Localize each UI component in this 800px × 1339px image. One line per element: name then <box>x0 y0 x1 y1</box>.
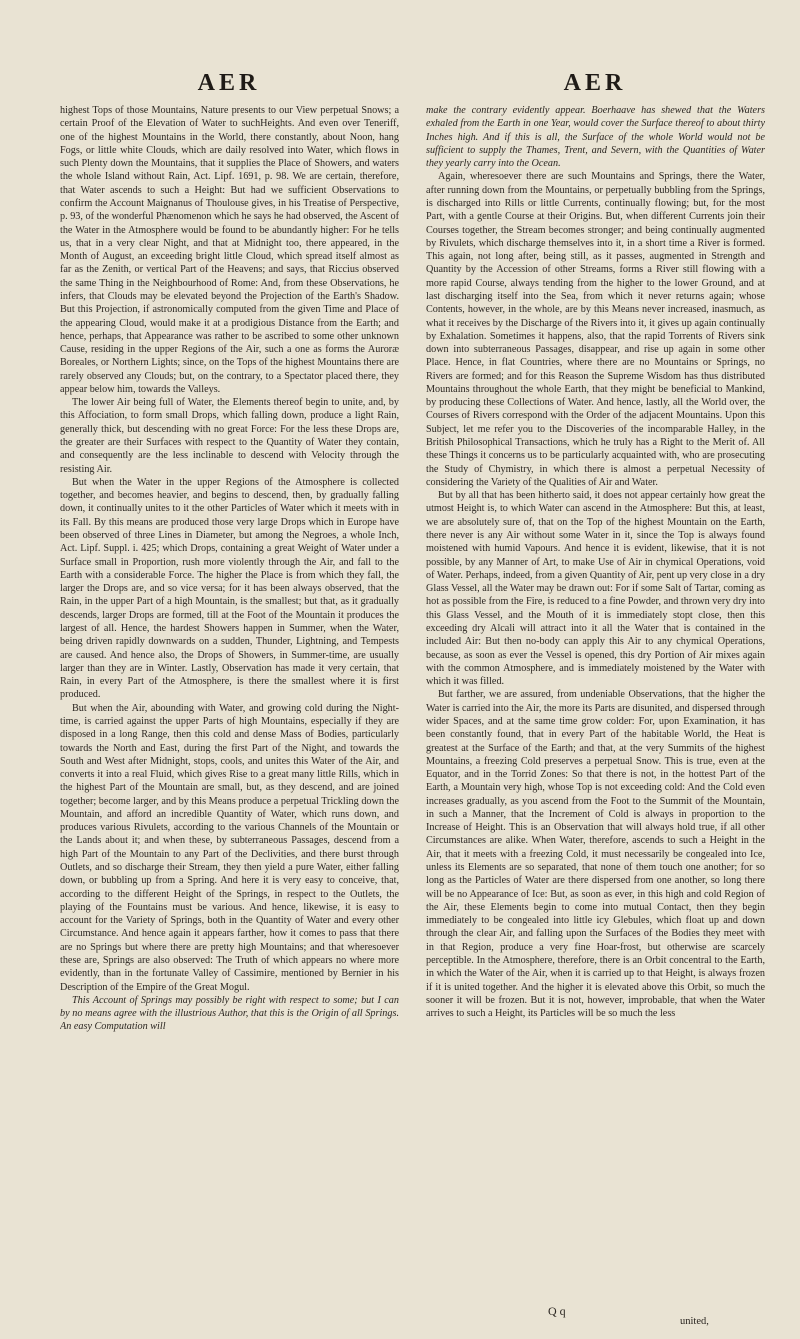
signature-mark: Q q <box>548 1304 566 1318</box>
paragraph: This Account of Springs may possibly be right with respect to some; but I can by no means agree with the illustrious Author, that this is the Origin of all Springs. An easy Computation will <box>60 994 399 1033</box>
left-column <box>60 104 399 1294</box>
running-headers <box>60 70 764 96</box>
catchword: united, <box>680 1316 709 1327</box>
paragraph: highest Tops of those Mountains, Nature presents to our View perpetual Snows; a certain Proof of the Elevation of Water to suchHeights. And even over Teneriff, one of the highest Mountains in the World, there constantly, about Noon, hang Fogs, or little white Clouds, which are daily resolved into Water, which flows in such Plenty down the Mountains, that it supplies the Place of Showers, and waters the whole Island without Rain, Act. Lipf. 1691, p. 98. We are certain, therefore, that Water ascends to such a Height: But had we sufficient Observations to confirm the Account Maignanus of Thoulouse gives, in his Treatise of Perspective, p. 93, of the wonderful Phænomenon which he says he had observed, the Ascent of the Water in the Atmosphere would be found to be abundantly higher: For he tells us, that in a very clear Night, and that at Midnight too, there appeared, in the Month of August, an exceeding bright little Cloud, which spread itself almost as far as the Zenith, or vertical Part of the Heavens; and says, that Riccius observed the same Thing in the Neighbourhood of Rome: And, from these Observations, he infers, that Clouds may be elevated beyond the Projection of the Earth's Shadow. But this Projection, if astronomically computed from the given Time and Place of the appearing Cloud, would make it at a prodigious Distance from the Earth; and hence, perhaps, that Appearance was rather to be ascribed to some other unknown Cause, residing in the upper Regions of the Air, such a one as forms the Auroræ Boreales, or Northern Lights; since, on the Tops of the highest Mountains there are rarely observed any Clouds; but, on the contrary, to a Spectator placed there, they appear below him, towards the Valleys. <box>60 105 399 395</box>
paragraph: The lower Air being full of Water, the Elements thereof begin to unite, and, by this Affociation, to form small Drops, which falling down, produce a light Rain, generally thick, but descending with no great Force: For the less these Drops are, the greater are their Surfaces with respect to the Quantity of Water they contain, and consequently are the less inclinable to descend with Velocity through the resisting Air. <box>60 397 399 475</box>
running-head-right: AER <box>563 70 627 96</box>
paragraph: Again, wheresoever there are such Mountains and Springs, there the Water, after running down from the Mountains, or perpetually bubbling from the Springs, is discharged into Rills or little Currents, continually flowing; but, for the most Part, with a gentle Course at their Origins. But, when different Currents join their Courses together, the Stream becomes stronger; and being continually augmented by Rivulets, which discharge themselves into it, in a short time a River is formed. This again, not long after, being still, as it passes, augmented in Strength and Quantity by the Accession of other Streams, forms a River still flowing with a more rapid Course, always tending from the higher to the lower Ground, and at last discharging itself into the Sea, from which it never returns again; whose Contents, however, in the whole, are by this Means never increased, inasmuch, as what it receives by the Discharge of the Rivers into it, it gives up again continually by Exhalation. Sometimes it happens, also, that the rapid Torrents of Rivers sink down into subterraneous Passages, disappear, and rise up again in some other Place. Hence, in flat Countries, where there are no Mountains or Springs, no Rivers are formed; and for this Reason the Supreme Wisdom has thus distributed Mountains throughout the whole Earth, that they might be beneficial to Mankind, by producing these Collections of Water. And hence, lastly, all the World over, the Courses of Rivers correspond with the Order of the adjacent Mountains. Upon this Subject, let me refer you to the Discoveries of the incomparable Halley, in the British Philosophical Transactions, which he truly has a Right to the Merit of. All these Things it concerns us to be particularly acquainted with, who are prosecuting the Study of Chymistry, in which there is almost a perpetual Necessity of considering the Variety of the Qualities of Air and Water. <box>426 171 765 488</box>
paragraph: But when the Air, abounding with Water, and growing cold during the Night-time, is carried against the upper Parts of high Mountains, especially if they are disposed in a long Range, then this cold and dense Mass of Bodies, particularly towards the North and East, during the first Part of the Night, and towards the South and West after Midnight, stops, cools, and unites this Water of the Air, and converts it into a real Fluid, which gives Rise to a great many little Rills, which in the highest Part of the Mountain are small, but, as they descend, and are joined together; become larger, and by this Means produce a perpetual Trickling down the Mountain, and afford an incredible Quantity of Water, which runs down, and produces various Rivulets, according to the various Channels of the Mountain or the Lands about it; and when these, by subterraneous Passages, descend from a high Part of the Mountain to any Part of the Declivities, and there burst through Outlets, and so discharge their Stream, they then yield a pure Water, either falling down, or bubbling up from a Spring. And here it is very easy to conceive, that, according to the different Height of the Springs, in respect to the Outlets, the playing of the Fountains must be various. And hence, likewise, it is easy to account for the Variety of Springs, both in the Quantity of Water and every other Circumstance. And hence again it appears farther, how it comes to pass that there are no Springs but where there are pretty high Mountains; and that wheresoever these are, Springs are also observed: The Truth of which appears no where more evidently, than in the fortunate Valley of Cassimire, mentioned by Bernier in his Description of the Empire of the Great Mogul. <box>60 702 399 993</box>
paragraph: make the contrary evidently appear. Boerhaave has shewed that the Waters exhaled from the Earth in one Year, would cover the Surface thereof to about thirty Inches high. And if this is all, the Surface of the whole World would not be sufficient to supply the Thames, Trent, and Severn, with the Quantities of Water they yearly carry into the Ocean. <box>426 105 765 170</box>
paragraph: But when the Water in the upper Regions of the Atmosphere is collected together, and becomes heavier, and begins to descend, then, by gradually falling down, it continually unites to it the other Particles of Water which it meets with in its Fall. By this means are produced those very large Drops which in Europe have been observed of three Lines in Diameter, but among the Negroes, a whole Inch, Act. Lipf. Suppl. i. 425; which Drops, containing a great Weight of Water under a Surface small in Proportion, rush more violently through the Air, and fall to the Earth with a considerable Force. The higher the Place is from which they fall, the larger the Drops are, and so vice versa; for it has been always observed, that the Rain, in the upper Part of a high Mountain, is the smallest; but that, as it gradually descends, larger Drops are formed, till at the Foot of the Mountain it produces the largest of all. Hence, the hardest Showers happen in Summer, when the Water, being driven rapidly downwards on a sudden, Thunder, Lightning, and Tempests are caused. And hence also, the Drops of Showers, in Summer-time, are usually larger than they are in Winter. Lastly, Observation has made it very certain, that Rain, in every Part of the Atmosphere, is there the smallest where it is first produced. <box>60 476 399 701</box>
paragraph: But by all that has been hitherto said, it does not appear certainly how great the utmost Height is, to which Water can ascend in the Atmosphere: But this, at least, we are absolutely sure of, that on the Top of the highest Mountain on the Earth, there never is any Air without some Water in it, since the Top is always found moistened with humid Vapours. And hence it is evident, likewise, that it is not possible, by any Manner of Art, to make Use of Air in chymical Operations, void of Water. Perhaps, indeed, from a given Quantity of Air, pent up very close in a dry Glass Vessel, all the Water may be drawn out: For if some Salt of Tartar, coming as hot as possible from the Fire, is reduced to a fine Powder, and thrown very dry into this Glass Vessel, and the Mouth of it is immediately stopt close, then this exceeding dry Alcali will attract into it all the Water that is contained in the included Air: But then no-body can apply this Air to any chymical Operations, because, as soon as ever the Vessel is opened, this dry Portion of Air mixes again with the common Atmosphere, and is immediately moistened by the Water with which it was filled. <box>426 490 765 688</box>
text-columns <box>60 104 764 1294</box>
right-column <box>426 104 765 1294</box>
running-head-left: AER <box>197 70 261 96</box>
paragraph: But farther, we are assured, from undeniable Observations, that the higher the Water is carried into the Air, the more its Parts are disunited, and dispersed through wider Spaces, and at the same time grow colder: For, upon Examination, it has been constantly found, that in every Part of the habitable World, the Heat is greatest at the Surface of the Earth; and that, at the very Summits of the highest Mountains, a freezing Cold preserves a perpetual Snow. This is true, even at the Equator, and in the Torrid Zones: So that there is not, in the hottest Part of the Earth, a Mountain very high, whose Top is not exceeding cold: And the Cold even increases gradually, as you ascend from the Foot to the Summit of the Mountain, in such a Manner, that the Increment of Cold is always in proportion to the Increase of Height. This is an Observation that will always hold true, if all other Circumstances are alike. When Water, therefore, ascends to such a Height in the Air, that it meets with a freezing Cold, it must necessarily be congealed into Ice, unless its Elements are so separated, that none of them touch one another; for so long as the Particles of Water are there dispersed from one another, so long there will be no Appearance of Ice: But, as soon as ever, in this high and cold Region of the Air, these Elements begin to come into mutual Contact, then they begin immediately to be congealed into little icy Glebules, which float up and down through the clear Air, and falling upon the Surfaces of the Bodies they meet with in that Region, produce a very fine Hoar-frost, but otherwise are scarcely perceptible. In the Atmosphere, therefore, there is an Orbit concentral to the Earth, in which the Water of the Air, when it is carried up to that Height, is always frozen if it is united together. And the higher it is elevated above this Orbit, so much the sooner it will be frozen. But it is not, however, improbable, that when the Water arrives to such a Height, its Particles will be so much the less <box>426 689 765 1020</box>
